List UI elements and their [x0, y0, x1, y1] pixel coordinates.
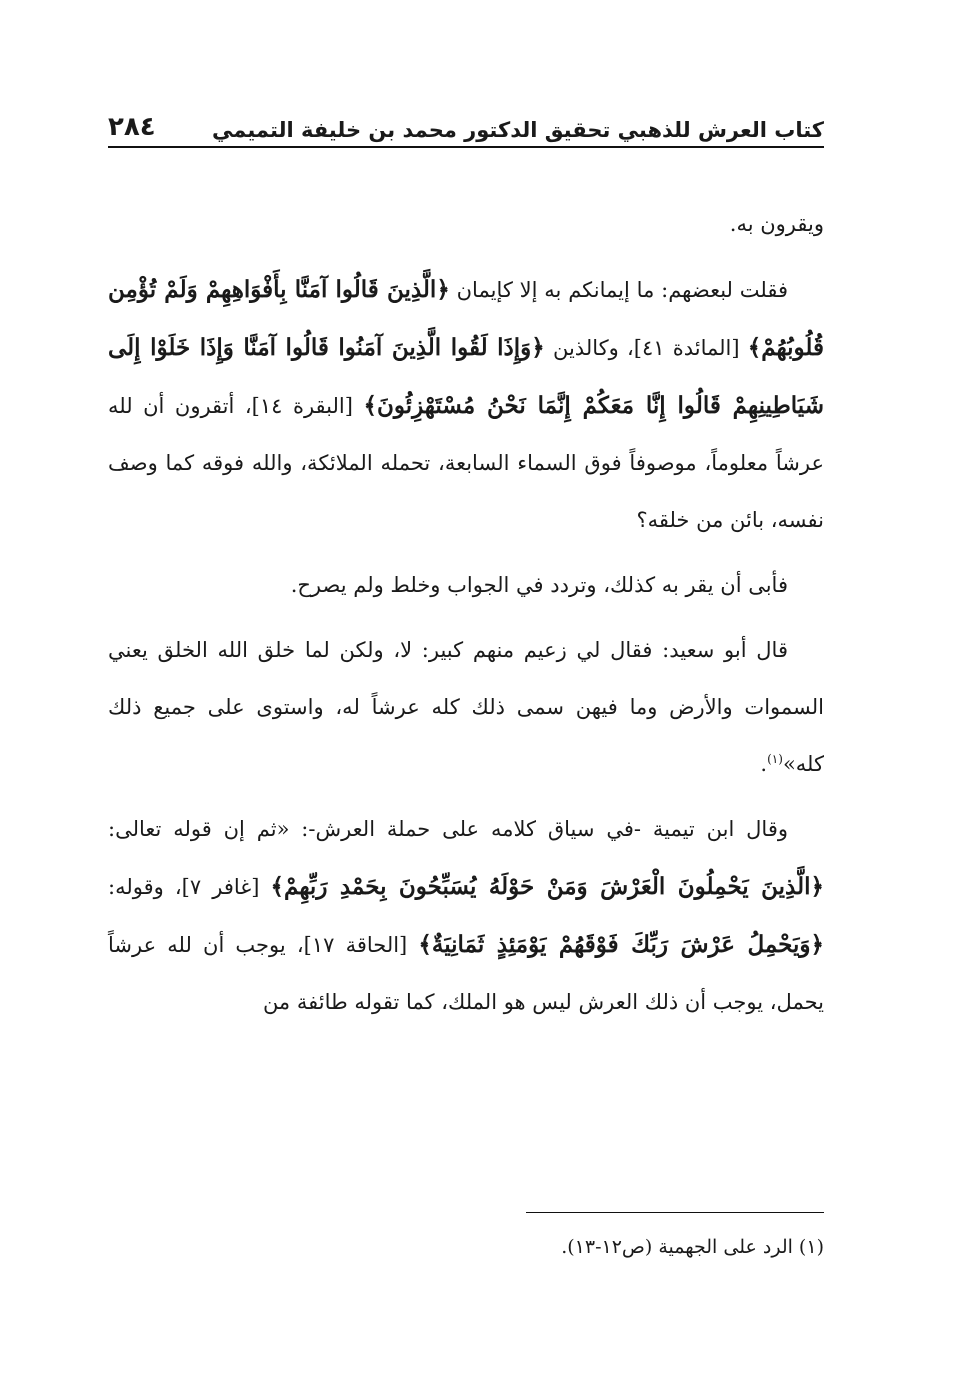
p2-text-3: أتقرون أن لله عرشاً معلوماً، موصوفاً فوق السماء السابعة، تحمله الملائكة، والله فوقه كما وصف نفسه، بائن من خلقه؟: [108, 394, 824, 532]
running-header: [108, 108, 824, 148]
verse-reference-maidah: [المائدة ٤١]،: [618, 336, 748, 360]
paragraph-1-text: ويقرون به.: [729, 212, 824, 236]
header-title: كتاب العرش للذهبي تحقيق الدكتور محمد بن خليفة التميمي: [212, 118, 824, 142]
quran-verse-maidah: ﴿الَّذِينَ قَالُوا آمَنَّا بِأَفْوَاهِهِمْ وَلَمْ تُؤْمِن قُلُوبُهُمْ﴾: [108, 276, 825, 361]
page-number: ٢٨٤: [108, 112, 156, 142]
footnote-marker[interactable]: (١): [767, 752, 783, 766]
verse-reference-baqarah: [البقرة ١٤]،: [234, 394, 364, 418]
verse-reference-ghafir: [غافر ٧]،: [163, 875, 271, 899]
footnote: (١) الرد على الجهمية (ص١٢-١٣).: [561, 1236, 824, 1258]
p2-text-1: فقلت لبعضهم: ما إيمانكم به إلا كإيمان: [449, 278, 788, 302]
paragraph-4: [108, 622, 824, 793]
main-text: [108, 196, 824, 1039]
paragraph-5: [108, 801, 824, 1031]
quran-verse-haqqah: ﴿وَيَحْمِلُ عَرْشَ رَبِّكَ فَوْقَهُمْ يَوْمَئِذٍ ثَمَانِيَةٌ﴾: [418, 931, 824, 958]
paragraph-1: [108, 196, 824, 253]
p2-text-2: وكالذين: [544, 336, 619, 360]
footnote-divider: [526, 1212, 824, 1213]
p5-text-1: وقال ابن تيمية -في سياق كلامه على حملة العرش-: «ثم إن قوله تعالى:: [108, 817, 788, 841]
verse-reference-haqqah: [الحاقة ١٧]،: [285, 933, 419, 957]
paragraph-3: [108, 557, 824, 614]
paragraph-4-end: .: [760, 752, 768, 776]
paragraph-4-text: قال أبو سعيد: فقال لي زعيم منهم كبير: لا، ولكن لما خلق الله الخلق يعني السموات والأرض وما فيهن سمى ذلك كله عرشاً له، واستوى على جميع ذلك كله»: [108, 638, 824, 776]
quran-verse-baqarah: ﴿وَإِذَا لَقُوا الَّذِينَ آمَنُوا قَالُوا آمَنَّا وَإِذَا خَلَوْا إِلَى شَيَاطِينِهِمْ قَالُوا إِنَّا مَعَكُمْ إِنَّمَا نَحْنُ مُسْتَهْزِئُونَ﴾: [108, 334, 824, 419]
p5-text-2: وقوله:: [108, 875, 164, 899]
p5-text-3: يوجب أن لله عرشاً يحمل، يوجب أن ذلك العرش ليس هو الملك، كما تقوله طائفة من: [108, 933, 824, 1014]
paragraph-3-text: فأبى أن يقر به كذلك، وتردد في الجواب وخلط ولم يصرح.: [290, 573, 788, 597]
quran-verse-ghafir: ﴿الَّذِينَ يَحْمِلُونَ الْعَرْشَ وَمَنْ حَوْلَهُ يُسَبِّحُونَ بِحَمْدِ رَبِّهِمْ﴾: [270, 873, 824, 900]
paragraph-2: [108, 261, 824, 549]
